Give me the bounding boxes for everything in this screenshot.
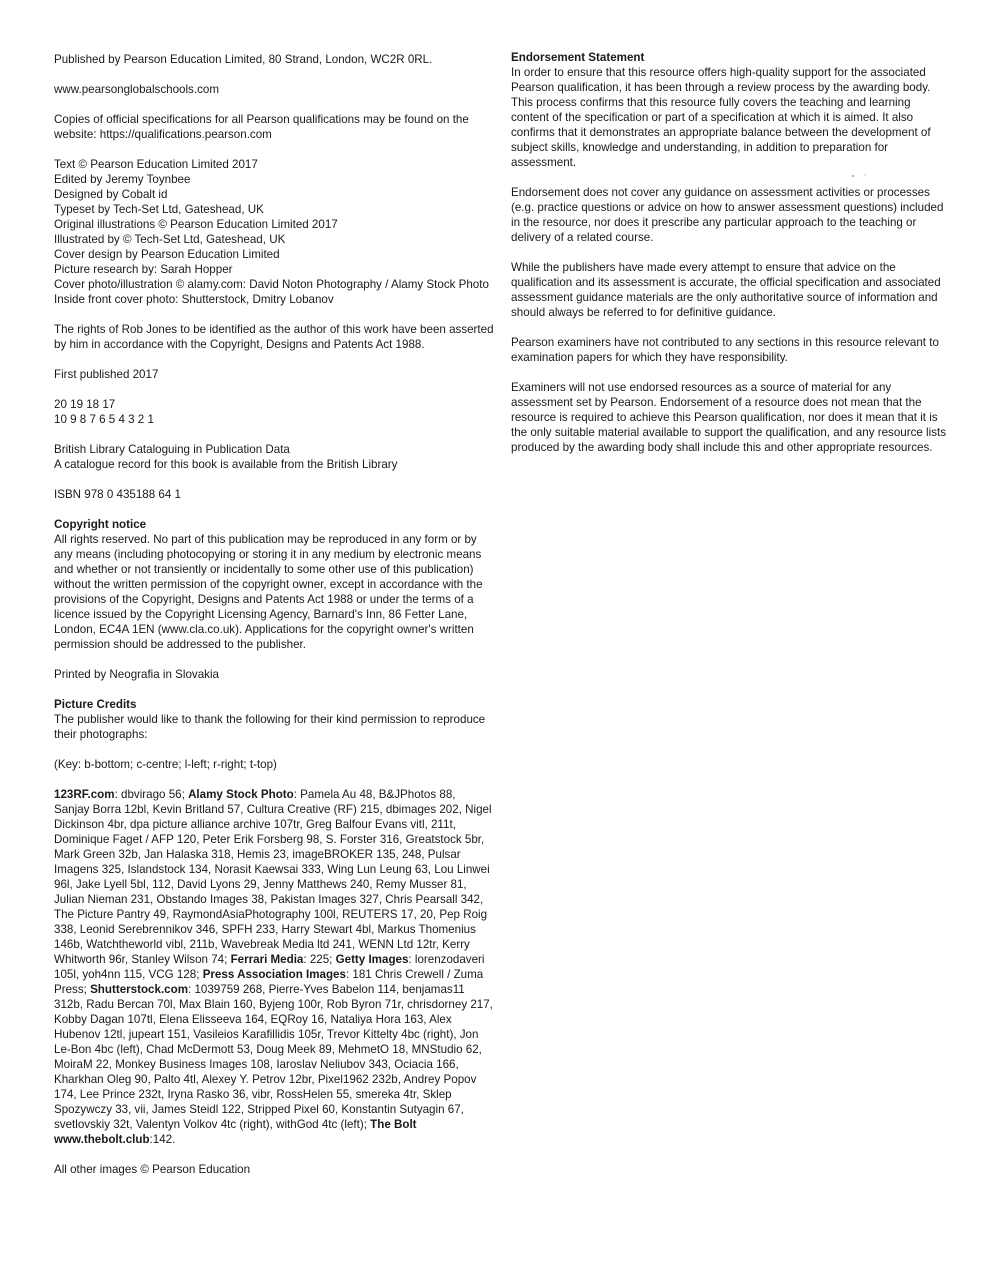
credit-source: The Bolt www.thebolt.club	[54, 1118, 417, 1146]
print-years: 20 19 18 17	[54, 398, 116, 411]
credit-items: :142.	[149, 1133, 176, 1146]
print-line	[54, 397, 494, 427]
credit-line: Illustrated by © Tech-Set Ltd, Gateshead, UK	[54, 233, 286, 246]
production-credits	[54, 157, 494, 307]
endorsement-paragraph: While the publishers have made every attempt to ensure that advice on the qualification and its assessment is accurate, the official specification and associated assessment guidance materials are the only authoritative source of information and should always be referred to for definitive guidance.	[511, 261, 941, 319]
endorsement-paragraph: In order to ensure that this resource offers high-quality support for the associated Pearson qualification, it has been through a review process by the awarding body. This process confirms that this resource fully covers the teaching and learning content of the specification or part of a specification at which it is aimed. It also confirms that it demonstrates an appropriate balance between the development of subject skills, knowledge and understanding, in addition to preparation for assessment.	[511, 66, 931, 169]
credit-line: Picture research by: Sarah Hopper	[54, 263, 233, 276]
right-column	[511, 50, 951, 470]
endorsement-paragraph: Endorsement does not cover any guidance on assessment activities or processes (e.g. practice questions or advice on how to answer assessment questions) included in the resource, nor does it prescribe any particular approach to the teaching or delivery of a related course.	[511, 186, 944, 244]
scan-speck	[852, 175, 854, 177]
endorsement-heading: Endorsement Statement	[511, 51, 645, 64]
website-link[interactable]: www.pearsonglobalschools.com	[54, 83, 219, 96]
position-key: (Key: b-bottom; c-centre; l-left; r-right; t-top)	[54, 758, 277, 771]
all-other-images: All other images © Pearson Education	[54, 1163, 251, 1176]
specifications-note: Copies of official specifications for all Pearson qualifications may be found on the website: https://qualifications.pearson.com	[54, 113, 469, 141]
credit-items: : lorenzodaveri 105l, yoh4nn 115, VCG 128;	[54, 953, 485, 981]
cip-text: A catalogue record for this book is available from the British Library	[54, 458, 398, 471]
endorsement-paragraph: Examiners will not use endorsed resources as a source of material for any assessment set by Pearson. Endorsement of a resource does not mean that the resource is required to achieve this Pearson qualification, nor does it mean that it is the only suitable material available to support the qualification, and any resource lists produced by the awarding body shall include this and other appropriate resources.	[511, 381, 947, 454]
copyright-heading: Copyright notice	[54, 518, 147, 531]
cip-heading: British Library Cataloguing in Publication Data	[54, 443, 290, 456]
credit-line: Inside front cover photo: Shutterstock, Dmitry Lobanov	[54, 293, 334, 306]
credit-items: : Pamela Au 48, B&JPhotos 88, Sanjay Borra 12bl, Kevin Britland 57, Cultura Creative (RF) 215, dbimages 202, Nigel Dickinson 4br, dpa picture alliance archive 107tr, Greg Balfour Evans vitl, 211t, Dominique Faget / AFP 120, Peter Erik Forsberg 98, S. Forster 316, Greatstock 5br, Mark Green 32b, Jan Halaska 318, Hemis 23, imageBROKER 135, 248, Pulsar Imagens 325, Islandstock 134, Norasit Kaewsai 333, Wing Lun Leung 63, Lou Linwei 96l, Jake Lyell 5bl, 112, David Lyons 29, Jenny Matthews 240, Remy Musser 81, Julian Nieman 231, Obstando Images 38, Pakistan Images 327, Chris Pearsall 342, The Picture Pantry 49, RaymondAsiaPhotography 100l, REUTERS 17, 20, Pep Roig 338, Leonid Serebrennikov 346, SPFH 233, Harry Stewart 4bl, Markus Thomenius 146b, Watchtheworld vibl, 211b, Wavebreak Media ltd 241, WENN Ltd 12tr, Kerry Whitworth 96r, Stanley Wilson 74;	[54, 788, 492, 966]
credit-items: : 1039759 268, Pierre-Yves Babelon 114, benjamas11 312b, Radu Bercan 70l, Max Blain 160, Byjeng 100r, Rob Byron 71r, chrisdorney 217, Kobby Dagan 107tl, Elena Elisseeva 164, EQRoy 16, Nataliya Hora 163, Alex Hubenov 12tl, jupeart 151, Vasileios Karafillidis 105r, Trevor Kittelty 4bc (right), Jon Le-Bon 4bc (left), Chad McDermott 53, Doug Meek 89, MehmetO 18, MNStudio 62, MoiraM 22, Monkey Business Images 108, Iaroslav Neliubov 343, Ociacia 166, Kharkhan Oleg 90, Palto 4tl, Alexey Y. Petrov 12br, Pixel1962 232b, Andrey Popov 174, Lee Prince 232t, Iryna Rasko 36, vibr, RossHelen 55, smereka 4tr, Sklep Spozywczy 33, vii, James Steidl 122, Stripped Pixel 60, Konstantin Sutyagin 67, svetlovskiy 32t, Valentyn Volkov 4tc (right), withGod 4tc (left);	[54, 983, 493, 1131]
printed-by: Printed by Neografia in Slovakia	[54, 668, 219, 681]
credit-items: : dbvirago 56;	[114, 788, 189, 801]
credit-source: Press Association Images	[202, 968, 346, 981]
credit-source: Shutterstock.com	[90, 983, 189, 996]
credit-line: Edited by Jeremy Toynbee	[54, 173, 191, 186]
picture-credits-intro: The publisher would like to thank the following for their kind permission to reproduce their photographs:	[54, 713, 486, 741]
credit-source: Ferrari Media	[230, 953, 304, 966]
copyright-text: All rights reserved. No part of this publication may be reproduced in any form or by any means (including photocopying or storing it in any medium by electronic means and whether or not transiently or incidentally to some other use of this publication) without the written permission of the copyright owner, except in accordance with the provisions of the Copyright, Designs and Patents Act 1988 or under the terms of a licence issued by the Copyright Licensing Agency, Barnard's Inn, 86 Fetter Lane, London, EC4A 1EN (www.cla.co.uk). Applications for the copyright owner's written permission should be addressed to the publisher.	[54, 533, 483, 651]
credit-source: Alamy Stock Photo	[188, 788, 294, 801]
credit-line: Cover photo/illustration © alamy.com: David Noton Photography / Alamy Stock Photo	[54, 278, 489, 291]
isbn: ISBN 978 0 435188 64 1	[54, 488, 181, 501]
picture-credits-heading: Picture Credits	[54, 698, 137, 711]
publisher-address: Published by Pearson Education Limited, 80 Strand, London, WC2R 0RL.	[54, 53, 433, 66]
credit-items: : 181 Chris Crewell / Zuma Press;	[54, 968, 484, 996]
cip-data	[54, 442, 494, 472]
copyright-section	[54, 517, 494, 652]
left-column	[54, 52, 494, 1192]
author-rights: The rights of Rob Jones to be identified as the author of this work have been asserted by him in accordance with the Copyright, Designs and Patents Act 1988.	[54, 323, 494, 351]
scan-speck	[864, 174, 866, 176]
picture-credits-section	[54, 697, 494, 1177]
credit-line: Designed by Cobalt id	[54, 188, 168, 201]
endorsement-paragraph: Pearson examiners have not contributed to any sections in this resource relevant to examination papers for which they have responsibility.	[511, 336, 939, 364]
credit-line: Typeset by Tech-Set Ltd, Gateshead, UK	[54, 203, 264, 216]
credit-source: Getty Images	[335, 953, 409, 966]
credit-source: 123RF.com	[54, 788, 115, 801]
credit-line: Text © Pearson Education Limited 2017	[54, 158, 258, 171]
picture-credits-list	[54, 787, 494, 1147]
credit-items: : 225;	[303, 953, 336, 966]
first-published: First published 2017	[54, 368, 159, 381]
credit-line: Original illustrations © Pearson Education Limited 2017	[54, 218, 338, 231]
print-run: 10 9 8 7 6 5 4 3 2 1	[54, 413, 154, 426]
credit-line: Cover design by Pearson Education Limited	[54, 248, 280, 261]
